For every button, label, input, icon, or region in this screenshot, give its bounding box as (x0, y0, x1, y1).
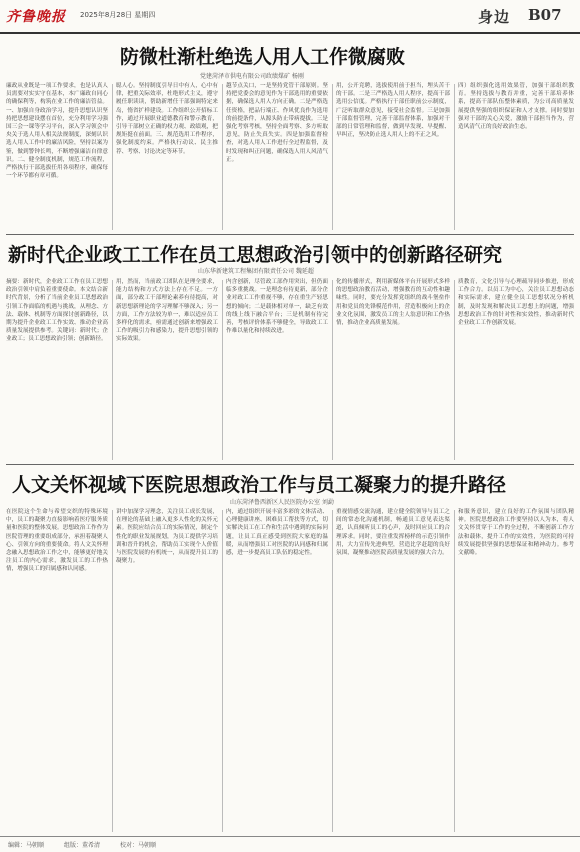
article-1-column: 四）组织强化选用效果管，加强干部组织教育。坚持选拔与教育并重，完善干部培养体系，提高干部队伍整体素质，为公司高质量发展提供坚强的组织保证和人才支撑。同时要加强对干部的关心关爱，激励干部担当作为，营造风清气正的良好政治生态。 (458, 83, 574, 131)
article-1-column: 聪人心。坚持制度引导日中有人，心中有律，把重关际效率，杜绝形式主义，遵守履任职读读，帮助新增任干部强调特定来岛，惰省扩样建设。工作组织公开招标工作，通过开展职业道德教育和警示教育，引导干部树立正确的权力观、政绩观，把规矩挺在前面。三、规范选用工作程序，强化制度约束。严格执行动议、民主推荐、考察、讨论决定等环节。 (116, 83, 218, 155)
article-2-column: 摘要：新时代，企业政工工作在员工思想政治引领中肩负着重要使命。本文结合新时代背景，分析了当前企业员工思想政治引领工作面临的机遇与挑战，从理念、方法、载体、机制等方面探讨创新路径，以期为提升企业政工工作实效、推动企业高质量发展提供参考。关键词：新时代；企业政工；员工思想政治引领；创新路径。 (6, 279, 108, 343)
column-divider (454, 84, 455, 230)
article-2-column: 质教育，文化引导与心理疏导同步推进，形成工作合力。以员工为中心，关注员工思想动态和实际需求，建立健全员工思想状况分析机制，及时发现和解决员工思想上的问题，增强思想政治工作的针对性和实效性，推动新时代企业政工工作创新发展。 (458, 279, 574, 327)
article-3-column: 内，通过组织开展丰富多彩的文体活动、心理健康讲座、困难员工帮扶等方式，切实解决员工在工作和生活中遇到的实际问题，让员工真正感受到医院大家庭的温暖，从而增强员工对医院的认同感和归属感，进一步提高员工队伍的稳定性。 (226, 509, 328, 557)
article-1-headline: 防微杜渐杜绝选人用人工作微腐败 (120, 46, 406, 68)
article-3-byline: 山东菏泽鲁西新区人民医院办公室 刘勐 (230, 499, 334, 506)
article-1-column: 廉政从业既是一项工作要求，也是认真人员需要对实实守在基本，本广廉政自同心的确保利等，构筑在业工作的廉洁管益。一、加强自身政治学习，提升思想认识坚持把思想建设摆在首位，充分利用学习强国三会一课等学习平台，深入学习领会中央关于选人用人相关法规制度，深刻认识选人用人工作中的廉洁风险，坚持以案为鉴，做到警钟长鸣，不断增强廉洁自律意识。二、健全制度机制，规范工作流程，严格执行干部选拔任用各项程序，确保每一个环节都有章可循。 (6, 83, 108, 180)
article-3-headline: 人文关怀视域下医院思想政治工作与员工凝聚力的提升路径 (12, 474, 507, 496)
article-3-column: 重视情感交流沟通，建立健全院领导与员工之间的常态化沟通机制，畅通员工意见表达渠道，认真倾听员工的心声，及时回应员工的合理诉求。同时，要注重发挥榜样的示范引领作用，大力宣传先进典型，营造比学赶超的良好氛围，凝聚推动医院高质量发展的强大合力。 (336, 509, 450, 557)
page-footer (0, 836, 580, 852)
column-divider (454, 510, 455, 832)
article-3-column: 讲中加深学习理念，关注员工成长发展，在理论的基础上融入更多人性化的关怀元素。医院应结合员工的实际情况，制定个性化的职业发展规划，为员工提供学习培训和晋升的机会，帮助员工实现个人价值与医院发展的有机统一，从而提升员工的凝聚力。 (116, 509, 218, 565)
column-divider (112, 84, 113, 230)
masthead (0, 0, 580, 34)
issue-date: 2025年8月28日 星期四 (80, 11, 156, 19)
column-divider (222, 510, 223, 832)
article-separator (6, 234, 574, 235)
article-3-column: 在医院这个生命与希望交织的特殊环境中，员工的凝聚力直接影响着医疗服务质量和医院的整体发展。思想政治工作作为医院管理的重要组成部分，承担着凝聚人心、引领方向的重要使命。将人文关怀理念融入思想政治工作之中，能够更好地关注员工的内心需求，激发员工的工作热情，增强员工的归属感和认同感。 (6, 509, 108, 573)
column-divider (332, 510, 333, 832)
article-1-byline: 党建菏泽市供电有限公司政绩煤矿 杨刚 (200, 73, 304, 80)
page-number: B07 (528, 6, 562, 24)
article-separator (6, 464, 574, 465)
editor-credit: 编辑：马朝顺 (8, 842, 45, 849)
column-divider (112, 510, 113, 832)
article-1-column: 用，公开竞聘，选拔使用前于担当，埋头苦干的干部。二是三严格选人用人程序，提高干部选用公信度。严格执行干部任职前公示制度，广泛听取群众意见，接受社会监督。三是加强干部监督管理，完善干部监督体系，加强对干部的日常管理和监督，做到早发现、早提醒、早纠正，坚决防止选人用人上的不正之风。 (336, 83, 450, 139)
article-2-column: 用，然而，当前政工团队在是理全要求，能力结构和方式方法上存在不足。一方面，部分政工干部理论素养有待提高，对新思想新理论的学习理解不够深入；另一方面，工作方法较为单一，难以适应员工多样化的需求，亟需通过创新来增强政工工作的吸引力和感染力，提升思想引领的实际效果。 (116, 279, 218, 343)
article-2-column: 化的传播形式，利用新媒体平台开展形式多样的思想政治教育活动，增强教育的互动性和趣味性。同时，要充分发挥党组织的战斗堡垒作用和党员的先锋模范作用，营造积极向上的企业文化氛围，激发员工的主人翁意识和工作热情，推动企业高质量发展。 (336, 279, 450, 327)
article-2-byline: 山东华新建筑工程集团有限责任公司 魏延超 (198, 268, 314, 275)
column-divider (222, 280, 223, 460)
article-2-headline: 新时代企业政工工作在员工思想政治引领中的创新路径研究 (8, 244, 503, 266)
section-title: 身边 (478, 8, 511, 26)
column-divider (332, 280, 333, 460)
column-divider (332, 84, 333, 230)
proofreader-credit: 校对：马朝顺 (120, 842, 157, 849)
column-divider (454, 280, 455, 460)
article-2-column: 内含创新，尽管政工部作用突出，但仍面临多重挑战。一是理念有待更新，部分企业对政工工作重视不够，存在重生产轻思想的倾向；二是载体相对单一，缺乏有效的线上线下融合平台；三是机制有待完善，考核评价体系不够健全，导致政工工作难以量化和持续改进。 (226, 279, 328, 335)
designer-credit: 组版：董希清 (64, 842, 101, 849)
newspaper-logo: 齐鲁晚报 (6, 9, 66, 25)
article-1-column: 越节点关口，一是坚持党管干部原则。坚持把党委会的意见作为干部选用的重要依据，确保选人用人方向正确。二是严格选任资格，把品行端正、作风优良作为选用的前提条件，从源头防止带病提拔。三是强化考察考核，坚持全面考察、多方听取意见，防止失真失实。四是加强监督检查，对选人用人工作进行全过程监督，及时发现和纠正问题，确保选人用人风清气正。 (226, 83, 328, 163)
column-divider (222, 84, 223, 230)
article-3-column: 和服务意识，建立良好的工作氛围与团队精神。医院思想政治工作要坚持以人为本，将人文关怀贯穿于工作的全过程，不断创新工作方法和载体，提升工作的实效性，为医院的可持续发展提供坚强的思想保证和精神动力。参考文献略。 (458, 509, 574, 557)
column-divider (112, 280, 113, 460)
